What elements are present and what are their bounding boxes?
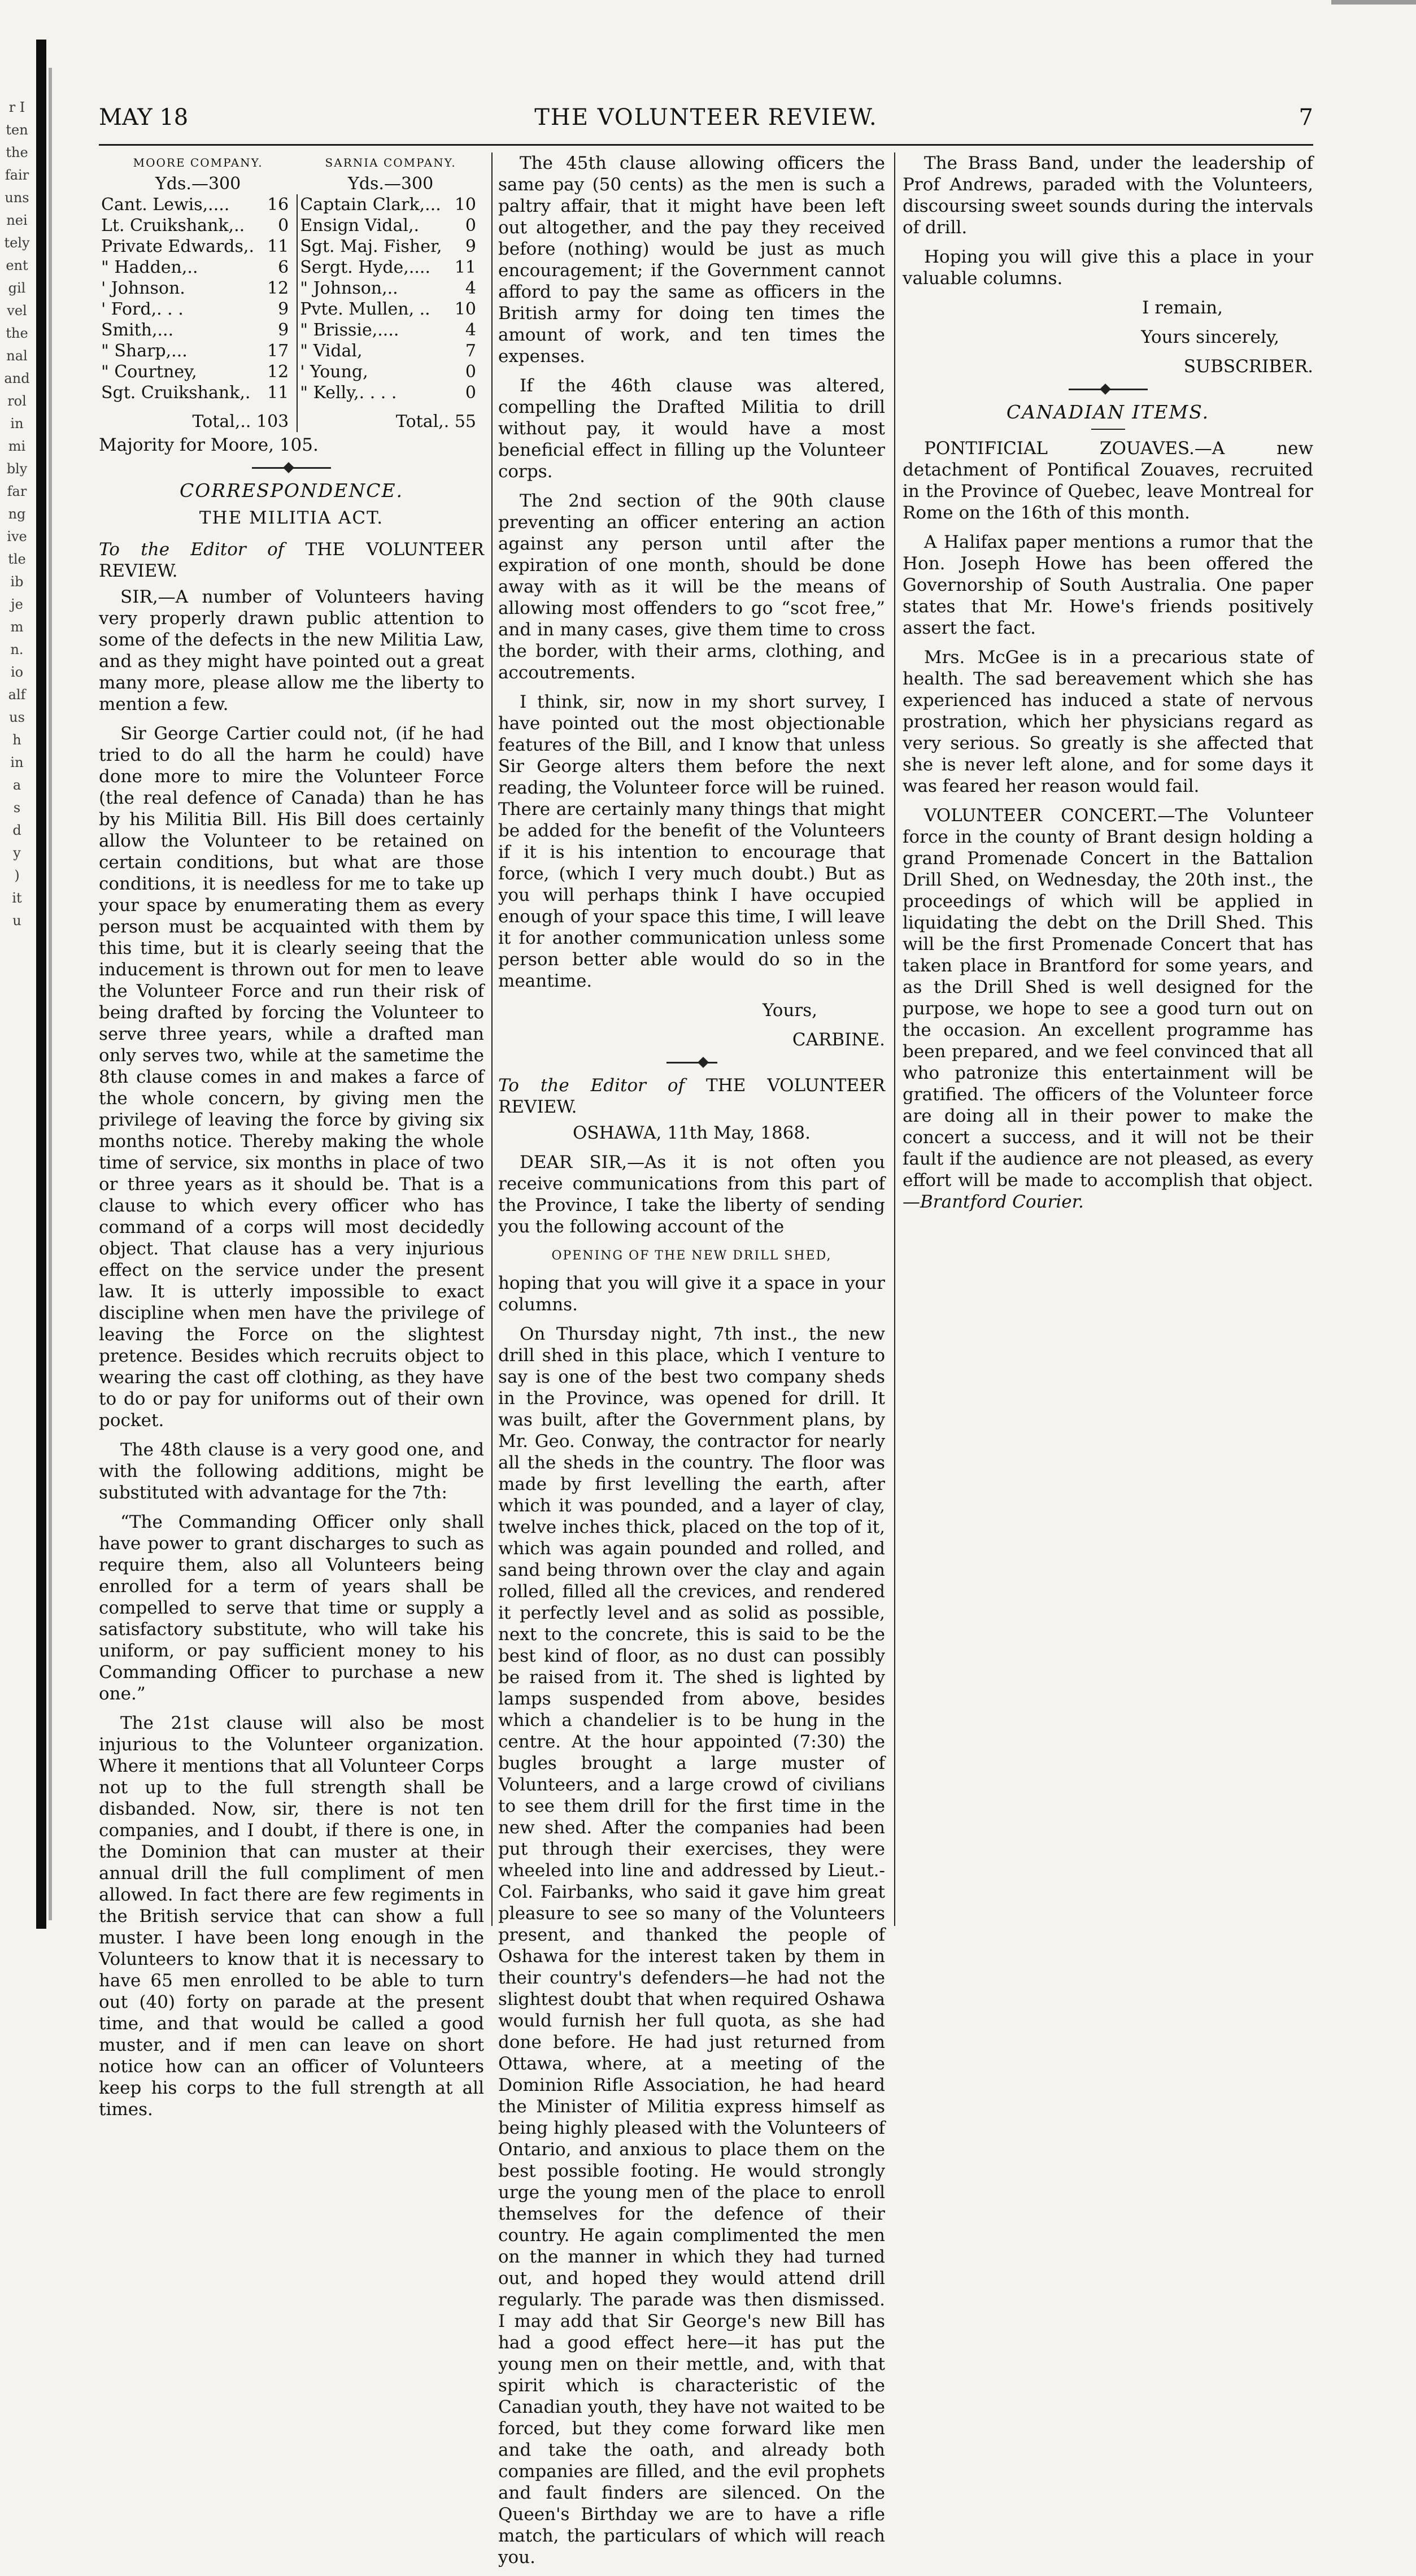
quoted-paragraph: “The Commanding Officer only shall have power to grant discharges to such as require them, also all Volunteers being enrolled for a term of years shall be compelled to serve that time or supply a satisfactory substitute, who will take his uniform, or pay sufficient money to his Commanding Officer to purchase a new one.” bbox=[99, 1512, 484, 1704]
binding-gutter bbox=[49, 68, 52, 1920]
edge-fragment: u bbox=[12, 913, 21, 929]
competitor-name: Sgt. Cruikshank,. bbox=[101, 383, 251, 403]
score-row bbox=[99, 257, 484, 278]
competitor-score: 0 bbox=[465, 362, 476, 382]
edge-fragment: bly bbox=[6, 461, 28, 477]
score-row bbox=[99, 320, 484, 341]
letter-salutation: To the Editor of THE VOLUNTEER REVIEW. bbox=[99, 539, 485, 581]
paragraph: The 45th clause allowing officers the same pay (50 cents) as the men is such a paltry affair, that it might have been left out altogether, and the pay they received before (nothing) would be just as much encouragement; if the Government cannot afford to pay the same as officers in the British army for doing ten times the amount of work, and ten times the expenses. bbox=[498, 153, 885, 367]
competitor-name: " Vidal, bbox=[297, 341, 451, 361]
competitor-score: 16 bbox=[267, 195, 289, 215]
score-row bbox=[99, 341, 484, 361]
signature: SUBSCRIBER. bbox=[1183, 356, 1313, 377]
score-row bbox=[99, 382, 484, 403]
letter-salutation: To the Editor of THE VOLUNTEER REVIEW. bbox=[498, 1075, 886, 1117]
competitor-score: 7 bbox=[465, 341, 476, 361]
paragraph: hoping that you will give it a space in your columns. bbox=[498, 1273, 885, 1315]
edge-fragment: fair bbox=[5, 167, 29, 183]
dateline: OSHAWA, 11th May, 1868. bbox=[572, 1123, 811, 1143]
score-row bbox=[99, 278, 484, 299]
competitor-score: 4 bbox=[465, 320, 476, 340]
competitor-score: 0 bbox=[465, 383, 476, 403]
competitor-score: 12 bbox=[267, 362, 289, 382]
competitor-name: Sgt. Maj. Fisher, bbox=[297, 236, 451, 257]
score-row bbox=[99, 194, 484, 215]
paragraph: Hoping you will give this a place in your valuable columns. bbox=[903, 247, 1313, 289]
header-rule bbox=[99, 144, 1313, 146]
binding-shadow bbox=[36, 40, 46, 1929]
section-heading: CORRESPONDENCE. bbox=[179, 480, 404, 502]
range-label: Yds.—300 bbox=[155, 174, 241, 194]
competitor-score: 0 bbox=[465, 216, 476, 236]
competitor-name: " Brissie,.... bbox=[297, 320, 451, 341]
competitor-name: " Kelly,. . . . bbox=[297, 382, 451, 403]
paragraph: If the 46th clause was altered, compelling the Drafted Militia to drill without pay, it would have a most beneficial effect in filling up the Volunteer corps. bbox=[498, 376, 885, 482]
paragraph: Sir George Cartier could not, (if he had tried to do all the harm he could) have done more to mire the Volunteer Force (the real defence of Canada) than he has by his Militia Bill. His Bill does certainly allow the Volunteer to be retained on certain conditions, but what are those conditions, it is needless for me to take up your space by enumerating them as every person must be acquainted with them by this time, but it is clearly seeing that the inducement is thrown out for men to leave the Volunteer Force and run their risk of being drafted by forcing the Volunteer to serve three years, while a drafted man only serves two, while at the sametime the 8th clause comes in and makes a farce of the whole concern, by giving men the privilege of leaving the force by giving six months notice. Thereby making the whole time of service, six months in place of two or three years as it should be. That is a clause to which every officer who has command of a corps will most decidedly object. That clause has a very injurious effect on the service under the present law. It is utterly impossible to exact discipline when men have the privilege of leaving the Force on the slightest pretence. Besides which recruits object to wearing the cast off clothing, as they have to do or pay for uniforms out of their own pocket. bbox=[99, 723, 484, 1431]
scan-edge-mark bbox=[1331, 0, 1416, 5]
column-rule bbox=[491, 152, 493, 1926]
news-item-mcgee: Mrs. McGee is in a precarious state of health. The sad bereavement which she has experienced has induced a state of nervous prostration, which her physicians regard as very serious. So greatly is she affected that she is never left alone, and for some days it was feared her reason would fail. bbox=[903, 647, 1313, 796]
competitor-score: 17 bbox=[267, 341, 289, 361]
edge-fragment: y bbox=[13, 845, 21, 861]
edge-fragment: and bbox=[4, 371, 30, 386]
edge-fragment: n. bbox=[10, 642, 24, 657]
competitor-score: 9 bbox=[465, 237, 476, 256]
facing-page-fragments bbox=[0, 96, 34, 932]
competitor-score: 0 bbox=[278, 216, 289, 236]
edge-fragment: ng bbox=[8, 506, 26, 522]
paragraph: DEAR SIR,—As it is not often you receive communications from this part of the Province, I take the liberty of sending you the following account of the bbox=[498, 1152, 885, 1237]
competitor-name: Sergt. Hyde,.... bbox=[297, 257, 451, 278]
competitor-score: 11 bbox=[454, 258, 476, 277]
letter-title: THE MILITIA ACT. bbox=[199, 508, 384, 528]
score-row bbox=[99, 236, 484, 257]
publication-title: THE VOLUNTEER REVIEW. bbox=[534, 104, 878, 130]
edge-fragment: tle bbox=[8, 551, 26, 567]
edge-fragment: a bbox=[12, 777, 21, 793]
column-3 bbox=[903, 152, 1313, 1221]
news-item-halifax: A Halifax paper mentions a rumor that the Hon. Joseph Howe has been offered the Governorship of South Australia. One paper states that Mr. Howe's friends positively assert the fact. bbox=[903, 532, 1313, 638]
edge-fragment: in bbox=[10, 755, 24, 770]
paragraph: The 21st clause will also be most injurious to the Volunteer organization. Where it mentions that all Volunteer Corps not up to the full strength shall be disbanded. Now, sir, there is not ten companies, and I doubt, if there is one, in the Dominion that can muster at their annual drill the full compliment of men allowed. In fact there are few regiments in the British service that can show a full muster. I have been long enough in the Volunteers to know that it is necessary to have 65 men enrolled to be able to turn out (40) forty on parade at the present time, and that would be called a good muster, and if men can leave on short notice how can an officer of Volunteers keep his corps to the full strength at all times. bbox=[99, 1713, 484, 2120]
edge-fragment: r I bbox=[8, 99, 25, 115]
edge-fragment: rol bbox=[7, 393, 27, 409]
edge-fragment: ib bbox=[10, 574, 24, 590]
news-item-zouaves: PONTIFICIAL ZOUAVES.—A new detachment of Pontifical Zouaves, recruited in the Province of Quebec, leave Montreal for Rome on the 16th of this month. bbox=[903, 438, 1313, 523]
closing: Yours, bbox=[763, 1000, 817, 1021]
competitor-score: 6 bbox=[278, 258, 289, 277]
section-divider bbox=[1069, 389, 1148, 390]
signature: CARBINE. bbox=[792, 1030, 885, 1050]
edge-fragment: the bbox=[6, 325, 28, 341]
score-row bbox=[99, 361, 484, 382]
competitor-name: Smith,... bbox=[101, 320, 174, 340]
edge-fragment: m bbox=[10, 619, 24, 635]
competitor-score: 9 bbox=[278, 299, 289, 319]
edge-fragment: gil bbox=[8, 280, 26, 296]
edge-fragment: ten bbox=[6, 122, 28, 138]
heading-underline bbox=[1091, 429, 1125, 430]
sarnia-total: Total,. 55 bbox=[297, 403, 484, 432]
edge-fragment: ive bbox=[7, 529, 27, 544]
competitor-name: Pvte. Mullen, .. bbox=[297, 299, 451, 320]
edge-fragment: it bbox=[12, 890, 22, 906]
competitor-score: 4 bbox=[465, 278, 476, 298]
closing: I remain, bbox=[1142, 298, 1223, 318]
score-row bbox=[99, 299, 484, 320]
moore-total: Total,.. 103 bbox=[192, 412, 289, 431]
edge-fragment: tely bbox=[4, 235, 30, 251]
news-item-concert: VOLUNTEER CONCERT.—The Volunteer force in the county of Brant design holding a grand Promenade Concert in the Battalion Drill Shed, on Wednesday, the 20th inst., the proceedings of which will be applied in liquidating the debt on the Drill Shed. This will be the first Promenade Concert that has taken place in Brantford for some years, and as the Drill Shed is well designed for the purpose, we hope to see a good turn out on the occasion. An excellent programme has been prepared, and we feel convinced that all who patronize this entertainment will be gratified. The officers of the Volunteer force are doing all in their power to make the concert a success, and it will not be their fault if the audience are not pleased, as every effort will be made to accomplish that object.—Brantford Courier. bbox=[903, 805, 1313, 1212]
edge-fragment: ) bbox=[14, 868, 20, 883]
competitor-name: Ensign Vidal,. bbox=[297, 215, 451, 236]
range-label: Yds.—300 bbox=[348, 174, 434, 194]
edge-fragment: je bbox=[11, 596, 23, 612]
edge-fragment: nal bbox=[6, 348, 28, 364]
competitor-name: " Courtney, bbox=[101, 362, 197, 382]
competitor-score: 12 bbox=[267, 278, 289, 298]
page-number: 7 bbox=[1299, 104, 1313, 130]
edge-fragment: in bbox=[10, 416, 24, 431]
competitor-score: 11 bbox=[267, 237, 289, 256]
paragraph: The 2nd section of the 90th clause preventing an officer entering an action against any person until after the expiration of one month, should be done away with as it will be the means of allowing most offenders to go “scot free,” and in many cases, give them time to cross the border, with their arms, clothing, and accoutrements. bbox=[498, 491, 885, 683]
edge-fragment: mi bbox=[8, 438, 26, 454]
competitor-name: Cant. Lewis,.... bbox=[101, 195, 230, 215]
competitor-score: 10 bbox=[454, 299, 476, 319]
column-2 bbox=[498, 152, 885, 2576]
score-row bbox=[99, 215, 484, 236]
competitor-name: " Hadden,.. bbox=[101, 258, 198, 277]
team-title-moore: MOORE COMPANY. bbox=[133, 156, 263, 169]
rifle-match-score-table bbox=[99, 152, 484, 432]
paragraph: I think, sir, now in my short survey, I have pointed out the most objectionable features of the Bill, and I know that unless Sir George alters them before the next reading, the Volunteer force will be ruined. There are certainly many things that might be added for the benefit of the Volunteers if it is his intention to encourage that force, (which I very much doubt.) But as you will perhaps think I have occupied enough of your space this time, I will leave it for another communication unless some person better able would do so in the meantime. bbox=[498, 692, 885, 991]
edge-fragment: d bbox=[12, 822, 21, 838]
edge-fragment: io bbox=[10, 664, 24, 680]
competitor-name: ' Johnson. bbox=[101, 278, 185, 298]
edge-fragment: ent bbox=[6, 258, 28, 273]
section-heading: CANADIAN ITEMS. bbox=[1006, 401, 1210, 423]
edge-fragment: us bbox=[9, 709, 25, 725]
edge-fragment: s bbox=[13, 800, 21, 816]
paragraph: The Brass Band, under the leadership of Prof Andrews, paraded with the Volunteers, discoursing sweet sounds during the intervals of drill. bbox=[903, 153, 1313, 238]
competitor-score: 10 bbox=[454, 195, 476, 215]
competitor-name: ' Ford,. . . bbox=[101, 299, 184, 319]
subheading: OPENING OF THE NEW DRILL SHED, bbox=[551, 1249, 832, 1263]
closing: Yours sincerely, bbox=[1141, 327, 1279, 347]
edge-fragment: uns bbox=[5, 190, 29, 206]
edge-fragment: the bbox=[6, 145, 28, 160]
section-divider bbox=[252, 467, 331, 469]
competitor-name: Lt. Cruikshank,.. bbox=[101, 216, 245, 236]
paragraph: The 48th clause is a very good one, and with the following additions, might be substituted with advantage for the 7th: bbox=[99, 1440, 484, 1503]
competitor-score: 11 bbox=[267, 383, 289, 403]
paragraph: SIR,—A number of Volunteers having very properly drawn public attention to some of the defects in the new Militia Law, and as they might have pointed out a great many more, please allow me the liberty to mention a few. bbox=[99, 587, 484, 714]
edge-fragment: vel bbox=[7, 303, 27, 319]
edge-fragment: nei bbox=[6, 212, 28, 228]
team-title-sarnia: SARNIA COMPANY. bbox=[325, 156, 456, 169]
edge-fragment: far bbox=[7, 483, 27, 499]
competitor-name: ' Young, bbox=[297, 361, 451, 382]
competitor-name: " Sharp,... bbox=[101, 341, 188, 361]
paragraph: On Thursday night, 7th inst., the new drill shed in this place, which I venture to say is one of the best two company sheds in the Province, was opened for drill. It was built, after the Government plans, by Mr. Geo. Conway, the contractor for nearly all the sheds in the country. The floor was made by first levelling the earth, after which it was pounded, and a layer of clay, twelve inches thick, placed on the top of it, which was again pounded and rolled, and sand being thrown over the clay and again rolled, filled all the crevices, and rendered it perfectly level and as solid as possible, next to the concrete, this is said to be the best kind of floor, as no dust can possibly be raised from it. The shed is lighted by lamps suspended from above, besides which a chandelier is to be hung in the centre. At the hour appointed (7:30) the bugles brought a large muster of Volunteers, and a large crowd of civilians to see them drill for the first time in the new shed. After the companies had been put through their exercises, they were wheeled into line and addressed by Lieut.-Col. Fairbanks, who said it gave him great pleasure to see so many of the Volunteers present, and thanked the people of Oshawa for the interest taken by them in their country's defenders—he had not the slightest doubt that when required Oshawa would furnish her full quota, as she had done before. He had just returned from Ottawa, where, at a meeting of the Dominion Rifle Association, he had heard the Minister of Militia express himself as being highly pleased with the Volunteers of Ontario, and anxious to place them on the best possible footing. He would strongly urge the young men of the place to enroll themselves for the defence of their country. He again complimented the men on the manner in which they had turned out, and hoped they would attend drill regularly. The parade was then dismissed. I may add that Sir George's new Bill has had a good effect here—it has put the young men on their mettle, and, with that spirit which is characteristic of the Canadian youth, they have not waited to be forced, but they come forward like men and take the oath, and already both companies are filled, and the evil prophets and fault finders are silenced. On the Queen's Birthday we are to have a rifle match, the particulars of which will reach you. bbox=[498, 1324, 885, 2568]
competitor-name: Captain Clark,... bbox=[297, 194, 451, 215]
edge-fragment: h bbox=[12, 732, 21, 748]
majority-line: Majority for Moore, 105. bbox=[99, 435, 319, 455]
letter-divider bbox=[666, 1062, 717, 1063]
issue-date: MAY 18 bbox=[99, 104, 189, 130]
running-header bbox=[99, 104, 1313, 138]
column-1 bbox=[99, 152, 484, 2128]
competitor-name: " Johnson,.. bbox=[297, 278, 451, 299]
column-rule bbox=[894, 152, 895, 1926]
competitor-name: Private Edwards,. bbox=[101, 237, 254, 256]
competitor-score: 9 bbox=[278, 320, 289, 340]
edge-fragment: alf bbox=[8, 687, 26, 703]
